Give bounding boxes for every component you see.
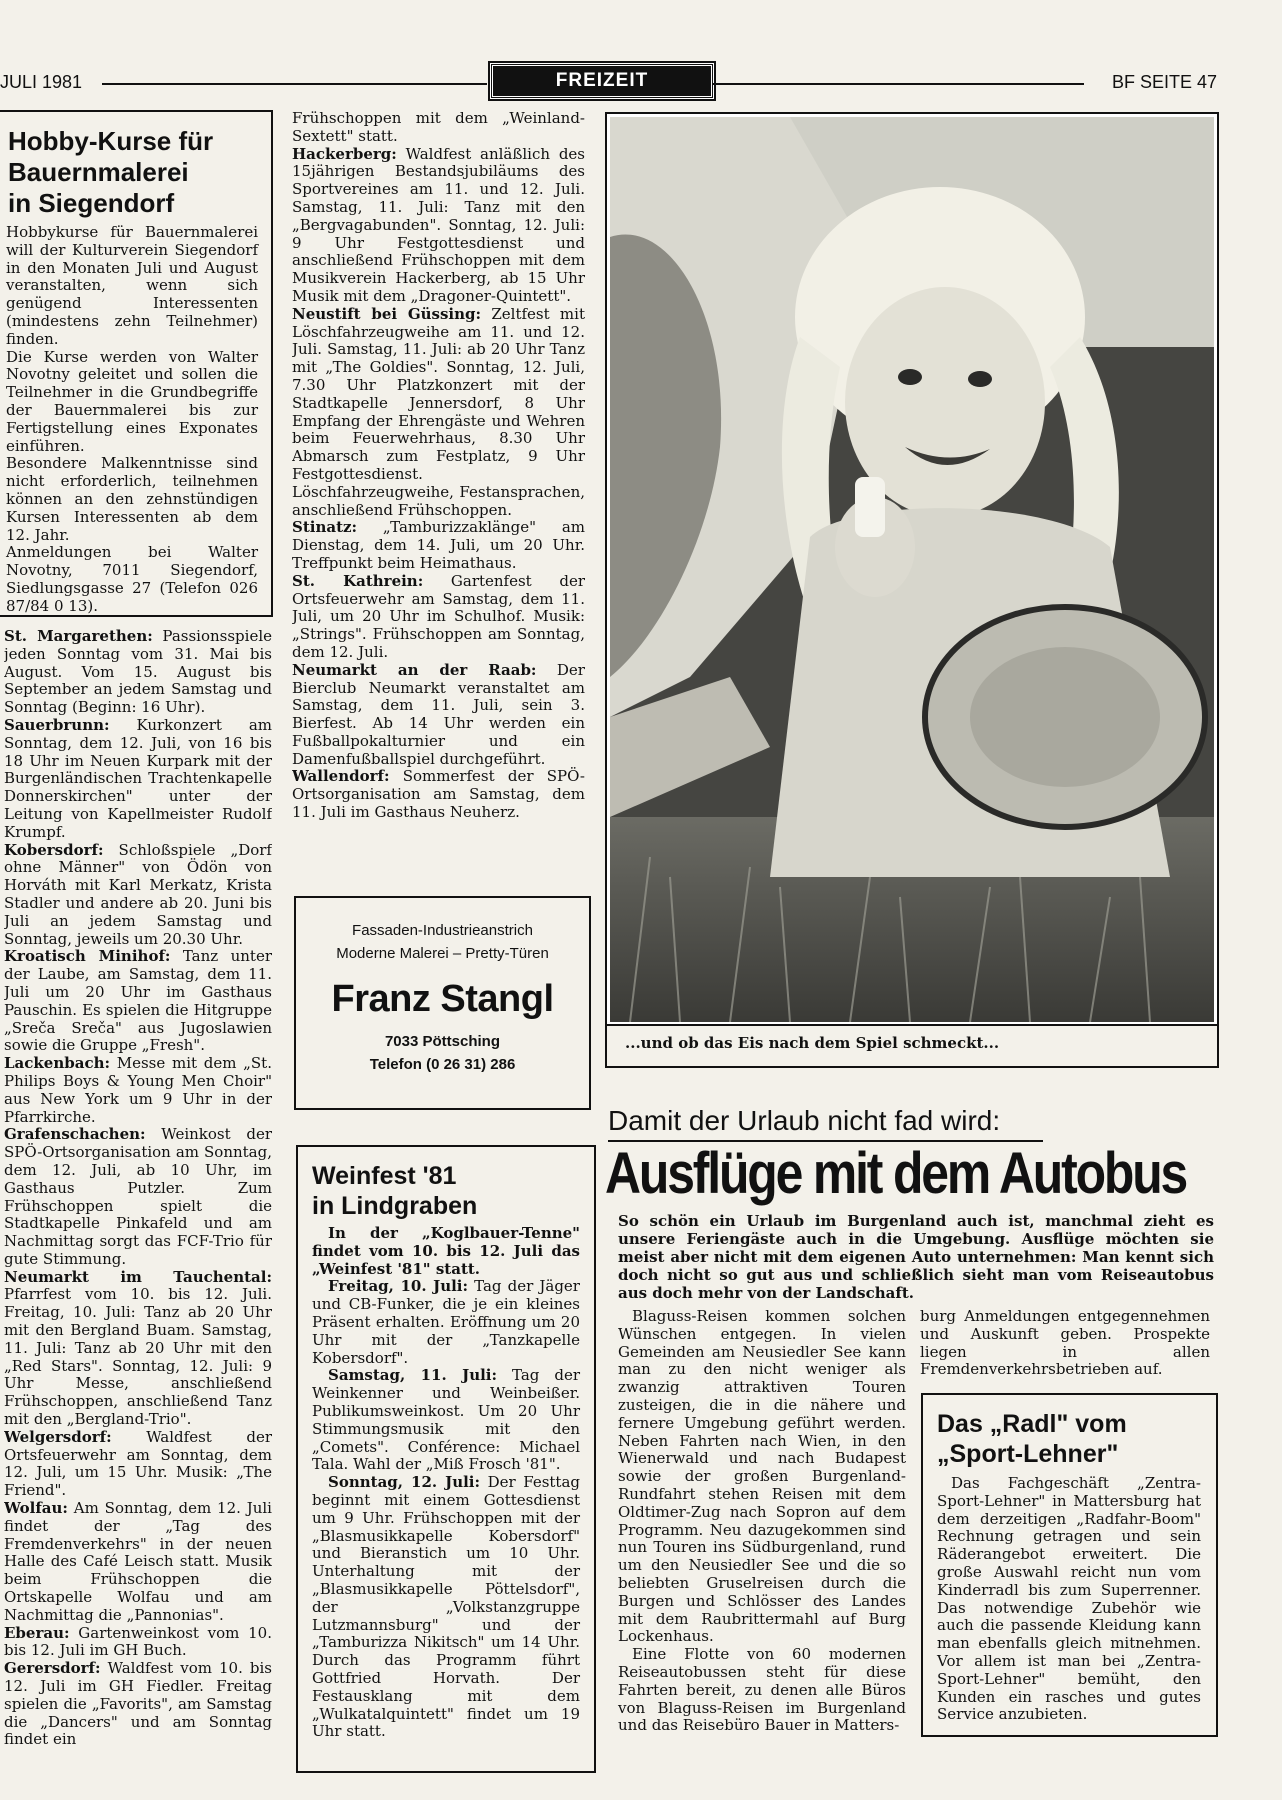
event-text: „Tamburizzaklänge" am Dienstag, dem 14. Juli, um 20 Uhr. Treffpunkt beim Heimathaus. xyxy=(292,518,585,572)
event-item xyxy=(292,146,585,306)
hobby-headline xyxy=(8,126,270,219)
event-place: Neumarkt im Tauchental: xyxy=(4,1267,272,1286)
event-place: Welgersdorf: xyxy=(4,1427,112,1446)
event-item xyxy=(292,662,585,769)
event-place: Wolfau: xyxy=(4,1499,68,1518)
event-place: Grafenschachen: xyxy=(4,1125,146,1144)
event-item xyxy=(292,768,585,821)
ad-line2: Moderne Malerei – Pretty-Türen xyxy=(336,945,549,962)
ad-phone: Telefon (0 26 31) 286 xyxy=(369,1056,516,1073)
event-place: Kobersdorf: xyxy=(4,840,104,859)
weinfest-intro: In der „Koglbauer-Tenne" findet vom 10. bis 12. Juli das „Weinfest '81" statt. xyxy=(312,1224,580,1278)
ad-line1: Fassaden-Industrieanstrich xyxy=(352,922,533,939)
event-item xyxy=(4,842,272,949)
issue-date: JULI 1981 xyxy=(0,72,83,92)
event-text: Weinkost der SPÖ-Ortsorganisation am Sonntag, dem 12. Juli, ab 10 Uhr, im Gasthaus Putzler. Zum Frühschoppen spielt die Stadtkapelle Pinkafeld und am Nachmittag sorgt das FCF-Trio für gute Stimmung. xyxy=(4,1125,272,1268)
hobby-headline-line2: Bauernmalerei xyxy=(8,157,189,187)
weinfest-saturday: Tag der Weinkenner und Weinbeißer. Publikumsweinkost. Um 20 Uhr Stimmungsmusik mit den „Comets". Conférence: Michael Tala. Wahl der „Miß Frosch '81". xyxy=(312,1366,580,1474)
event-text: Gartenfest der Ortsfeuerwehr am Samstag, dem 11. Juli, um 20 Uhr im Schulhof. Musik: „Strings". Frühschoppen am Sonntag, dem 12. Juli. xyxy=(292,571,585,661)
event-place: Sauerbrunn: xyxy=(4,715,110,734)
event-item xyxy=(4,1126,272,1268)
event-item xyxy=(292,519,585,572)
article-body-column1 xyxy=(618,1308,906,1735)
ad-franz-stangl xyxy=(294,896,591,1110)
header-rule-left xyxy=(102,83,487,85)
weinfest-headline-line2: in Lindgraben xyxy=(312,1192,478,1220)
ad-company-name: Franz Stangl xyxy=(331,978,554,1020)
ad-address: 7033 Pöttsching xyxy=(384,1033,501,1050)
event-place: Hackerberg: xyxy=(292,144,397,163)
event-item xyxy=(4,717,272,842)
event-text: Sommerfest der SPÖ-Ortsorganisation am Samstag, dem 11. Juli im Gasthaus Neuherz. xyxy=(292,767,585,822)
radl-headline xyxy=(937,1409,1127,1469)
hobby-paragraph: Die Kurse werden von Walter Novotny geleitet und sollen die Teilnehmer in die Grundbegriffe der Bauernmalerei bis zur Fertigstellung eines Exponates einführen. xyxy=(6,347,258,455)
hobby-text xyxy=(6,224,258,616)
event-place: Gerersdorf: xyxy=(4,1659,101,1678)
hobby-paragraph: Anmeldungen bei Walter Novotny, 7011 Siegendorf, Siedlungsgasse 27 (Telefon 026 87/84 0 13). xyxy=(6,543,258,615)
event-text: Waldfest anläßlich des 15jährigen Bestandsjubiläums des Sportvereines am 11. und 12. Juli. Samstag, 11. Juli: Tanz mit den „Bergvagabunden". Sonntag, 12. Juli: 9 Uhr Festgottesdienst und anschließend Frühschoppen mit dem Musikverein Hackerberg, ab 15 Uhr Musik mit dem „Dragoner-Quintett". xyxy=(292,144,585,305)
radl-box xyxy=(921,1393,1218,1737)
weinfest-sunday: Der Festtag beginnt mit einem Gottesdienst um 9 Uhr. Frühschoppen mit der „Blasmusikkapelle Kobersdorf" und Bieranstich um 10 Uhr. Unterhaltung mit der „Blasmusikkapelle Pöttelsdorf", der „Volkstanzgruppe Lutzmannsburg" und der „Tamburizza Nikitsch" um 14 Uhr. Durch das Programm führt Gottfried Horvath. Der Festausklang mit dem „Wulkatalquintett" findet um 19 Uhr statt. xyxy=(312,1473,580,1741)
event-item xyxy=(4,1500,272,1625)
weinfest-friday: Tag der Jäger und CB-Funker, die je ein kleines Präsent erhalten. Eröffnung um 20 Uhr mit der „Tanzkapelle Kobersdorf". xyxy=(312,1277,580,1367)
event-place: St. Kathrein: xyxy=(292,571,424,590)
header-rule-right xyxy=(712,83,1084,85)
hobby-headline-line1: Hobby-Kurse für xyxy=(8,126,214,156)
event-text: Messe mit dem „St. Philips Boys & Young Men Choir" aus New York um 9 Uhr in der Pfarrkirche. xyxy=(4,1054,272,1126)
photo-caption: ...und ob das Eis nach dem Spiel schmeckt... xyxy=(625,1034,1000,1052)
event-place: Neustift bei Güssing: xyxy=(292,304,482,323)
events-column-2 xyxy=(292,110,585,870)
section-label: FREIZEIT xyxy=(490,63,714,99)
event-text: Waldfest der Ortsfeuerwehr am Sonntag, dem 12. Juli, um 15 Uhr. Musik: „The Friend". xyxy=(4,1427,272,1500)
event-place: Eberau: xyxy=(4,1623,70,1642)
event-place: Stinatz: xyxy=(292,518,358,537)
article-paragraph: Eine Flotte von 60 modernen Reiseautobussen steht für diese Fahrten bereit, zu denen alle Büros von Blaguss-Reisen im Burgenland und das Reisebüro Bauer in Matters- xyxy=(618,1645,906,1735)
event-text: Am Sonntag, dem 12. Juli findet der „Tag des Fremdenverkehrs" in der neuen Halle des Café Leisch statt. Musik beim Frühschoppen die Ortskapelle Wolfau und am Nachmittag die „Pannonias". xyxy=(4,1499,272,1624)
event-text: Schloßspiele „Dorf ohne Männer" von Ödön von Horváth mit Karl Merkatz, Krista Stadler und andere ab 20. Juni bis Juli an jedem Samstag und Sonntag, jeweils um 20.30 Uhr. xyxy=(4,840,272,948)
radl-paragraph: Das Fachgeschäft „Zentra-Sport-Lehner" in Mattersburg hat dem derzeitigen „Radfahr-Boom" Rechnung getragen und sein Räderangebot erweitert. Die große Auswahl reicht nun vom Kinderradl bis zum Superrenner. Das notwendige Zubehör wie auch die passende Kleidung kann man ebenfalls gleich mitnehmen. Vor allem ist man bei „Zentra-Sport-Lehner" bemüht, den Kunden ein rasches und gutes Service anzubieten. xyxy=(937,1474,1201,1724)
event-item xyxy=(4,1625,272,1661)
event-item xyxy=(4,628,272,717)
hobby-paragraph: Besondere Malkenntnisse sind nicht erforderlich, teilnehmen können an den zehnstündigen Kursen Interessenten ab dem 12. Jahr. xyxy=(6,454,258,544)
event-text: Der Bierclub Neumarkt veranstaltet am Samstag, dem 11. Juli, sein 3. Bierfest. Ab 14 Uhr werden ein Fußballpokalturnier und ein Damenfußballspiel durchgeführt. xyxy=(292,660,585,768)
weinfest-text xyxy=(312,1225,580,1741)
event-text: Gartenweinkost vom 10. bis 12. Juli im GH Buch. xyxy=(4,1623,272,1660)
radl-headline-line1: Das „Radl" vom xyxy=(937,1410,1127,1438)
event-item xyxy=(292,306,585,520)
weinfest-friday-label: Freitag, 10. Juli: xyxy=(328,1277,469,1296)
event-text: Tanz unter der Laube, am Samstag, dem 11. Juli um 20 Uhr im Gasthaus Pauschin. Es spielen die Hitgruppe „Sreča Sreča" aus Jugoslawien sowie die Gruppe „Fresh". xyxy=(4,947,272,1055)
event-item xyxy=(292,110,585,146)
weinfest-headline-line1: Weinfest '81 xyxy=(312,1162,457,1190)
hobby-headline-line3: in Siegendorf xyxy=(8,188,175,218)
radl-text xyxy=(937,1475,1201,1724)
photo-frame xyxy=(605,112,1219,1026)
event-item xyxy=(4,1055,272,1126)
photo-girl-with-ice-cream xyxy=(610,117,1214,1022)
weinfest-box xyxy=(296,1145,596,1773)
article-kicker: Damit der Urlaub nicht fad wird: xyxy=(608,1105,1001,1136)
event-text: Zeltfest mit Löschfahrzeugweihe am 11. und 12. Juli. Samstag, 11. Juli: ab 20 Uhr Tanz mit „The Goldies". Sonntag, 12. Juli, 7.30 Uhr Platzkonzert mit der Stadtkapelle Jennersdorf, 8 Uhr Empfang der Ehrengäste und Wehren beim Feuerwehrhaus, 8.30 Uhr Abmarsch zum Festplatz, 9 Uhr Festgottesdienst. Löschfahrzeugweihe, Festansprachen, anschließend Frühschoppen. xyxy=(292,304,585,519)
event-item xyxy=(292,573,585,662)
event-place: Neumarkt an der Raab: xyxy=(292,660,537,679)
weinfest-headline xyxy=(312,1161,477,1221)
event-item xyxy=(4,1269,272,1429)
event-item xyxy=(4,948,272,1055)
hobby-box xyxy=(0,110,273,617)
weinfest-saturday-label: Samstag, 11. Juli: xyxy=(328,1366,498,1385)
article-body-column2 xyxy=(920,1308,1210,1379)
event-place: Kroatisch Minihof: xyxy=(4,947,171,966)
weinfest-sunday-label: Sonntag, 12. Juli: xyxy=(328,1473,481,1492)
event-place: Wallendorf: xyxy=(292,767,390,786)
event-place: Lackenbach: xyxy=(4,1054,111,1073)
event-item xyxy=(4,1429,272,1500)
article-lead: So schön ein Urlaub im Burgenland auch ist, manchmal zieht es unsere Feriengäste auch in die Umgebung. Ausflüge möchten sie meist aber nicht mit dem eigenen Auto unternehmen: Man kennt sich doch nicht so gut aus und schließlich sieht man vom Reiseautobus aus doch mehr von der Landschaft. xyxy=(618,1212,1214,1302)
events-column-1 xyxy=(4,628,272,1790)
photo-illustration xyxy=(610,117,1214,1022)
article-headline: Ausflüge mit dem Autobus xyxy=(605,1141,1187,1206)
event-text: Waldfest vom 10. bis 12. Juli im GH Fiedler. Freitag spielen die „Favorits", am Samstag die „Dancers" und am Sonntag findet ein xyxy=(4,1659,272,1749)
article-paragraph: Blaguss-Reisen kommen solchen Wünschen entgegen. In vielen Gemeinden am Neusiedler See kann man zu den nicht weniger als zwanzig attraktiven Touren zusteigen, die in die nähere und fernere Umgebung geführt werden. Neben Fahrten nach Wien, in den Wienerwald und nach Budapest sowie der großen Burgenland-Rundfahrt stehen Reisen mit dem Oldtimer-Zug nach Sopron auf dem Programm. Neu dazugekommen sind nun Touren ins Südburgenland, rund um den Neusiedler See und die so beliebten Gruselreisen durch die Burgen und Schlösser des Landes mit dem Raubrittermahl auf Burg Lockenhaus. xyxy=(618,1307,906,1646)
page-number: BF SEITE 47 xyxy=(1111,72,1217,92)
article-paragraph: burg Anmeldungen entgegennehmen und Auskunft geben. Prospekte liegen in allen Fremdenverkehrsbetrieben auf. xyxy=(920,1307,1210,1379)
hobby-paragraph: Hobbykurse für Bauernmalerei will der Kulturverein Siegendorf in den Monaten Juli und August veranstalten, wenn sich genügend Interessenten (mindestens zehn Teilnehmer) finden. xyxy=(6,223,258,348)
event-text: Frühschoppen mit dem „Weinland-Sextett" statt. xyxy=(292,110,585,145)
event-place: St. Margarethen: xyxy=(4,628,153,645)
event-text: Passionsspiele jeden Sonntag vom 31. Mai bis August. Vom 15. August bis September an jedem Samstag und Sonntag (Beginn: 16 Uhr). xyxy=(4,628,272,717)
event-item xyxy=(4,1660,272,1749)
radl-headline-line2: „Sport-Lehner" xyxy=(937,1440,1119,1468)
event-text: Kurkonzert am Sonntag, dem 12. Juli, von 16 bis 18 Uhr im Neuen Kurpark mit der Burgenländischen Trachtenkapelle Donnerskirchen" unter der Leitung von Kapellmeister Rudolf Krumpf. xyxy=(4,715,272,841)
event-text: Pfarrfest vom 10. bis 12. Juli. Freitag, 10. Juli: Tanz ab 20 Uhr mit den Bergland Buam. Samstag, 11. Juli: Tanz ab 20 Uhr mit den „Red Stars". Sonntag, 12. Juli: 9 Uhr Messe, anschließend Frühschoppen, anschließend Tanz mit den „Bergland-Trio". xyxy=(4,1285,272,1429)
